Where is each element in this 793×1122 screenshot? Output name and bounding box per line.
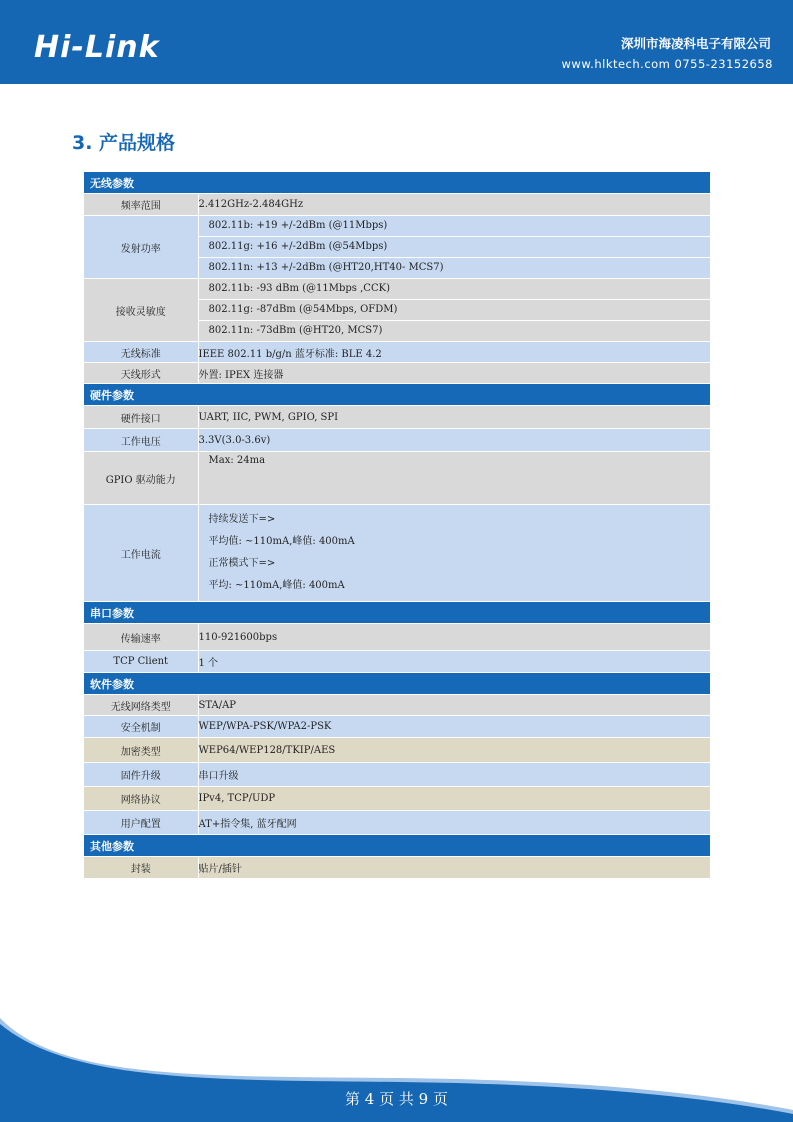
category-row-other: [84, 835, 710, 857]
hi-link-logo: Hi-Link: [34, 30, 160, 65]
row-value: [198, 452, 710, 505]
spec-table: [84, 172, 711, 879]
section-title: 3. 产品规格: [72, 132, 176, 154]
table-row: [84, 811, 710, 835]
value-line: 802.11n: +13 +/-2dBm (@HT20,HT40- MCS7): [199, 257, 710, 278]
row-value: STA/AP: [198, 695, 710, 716]
table-row: [84, 505, 710, 602]
row-value: WEP64/WEP128/TKIP/AES: [198, 738, 710, 763]
value-line: Max: 24ma: [208, 455, 266, 466]
row-value: 贴片/插针: [198, 857, 710, 879]
category-title: 硬件参数: [84, 384, 710, 406]
table-row: [84, 279, 710, 342]
row-label: 无线网络类型: [84, 695, 198, 716]
value-line: 802.11g: +16 +/-2dBm (@54Mbps): [199, 236, 710, 257]
row-value: [198, 505, 710, 602]
row-label: 工作电压: [84, 429, 198, 452]
row-label: 固件升级: [84, 763, 198, 787]
table-row: [84, 624, 710, 651]
row-value: [198, 279, 710, 342]
row-value: WEP/WPA-PSK/WPA2-PSK: [198, 716, 710, 738]
company-contact: www.hlktech.com 0755-23152658: [561, 57, 773, 71]
table-row: [84, 342, 710, 363]
row-label: 工作电流: [84, 505, 198, 602]
table-row: [84, 695, 710, 716]
table-row: [84, 857, 710, 879]
category-title: 其他参数: [84, 835, 710, 857]
category-row-hardware: [84, 384, 710, 406]
table-row: [84, 452, 710, 505]
table-row: [84, 406, 710, 429]
table-row: [84, 363, 710, 384]
row-label: 频率范围: [84, 194, 198, 216]
row-label: GPIO 驱动能力: [84, 452, 198, 505]
row-value: 2.412GHz-2.484GHz: [198, 194, 710, 216]
row-value: 串口升级: [198, 763, 710, 787]
category-row-serial: [84, 602, 710, 624]
value-line: 802.11b: -93 dBm (@11Mbps ,CCK): [208, 283, 390, 294]
table-row: [84, 429, 710, 452]
table-row: [84, 216, 710, 279]
row-value: 110-921600bps: [198, 624, 710, 651]
category-row-software: [84, 673, 710, 695]
row-label: 网络协议: [84, 787, 198, 811]
table-row: [84, 651, 710, 673]
row-value: 1 个: [198, 651, 710, 673]
category-title: 无线参数: [84, 172, 710, 194]
row-label: 用户配置: [84, 811, 198, 835]
row-label: 安全机制: [84, 716, 198, 738]
row-label: TCP Client: [84, 651, 198, 673]
table-row: [84, 763, 710, 787]
row-value: UART, IIC, PWM, GPIO, SPI: [198, 406, 710, 429]
row-label: 传输速率: [84, 624, 198, 651]
company-name: 深圳市海凌科电子有限公司: [620, 36, 771, 51]
category-row-wireless: [84, 172, 710, 194]
row-label: 加密类型: [84, 738, 198, 763]
row-value: 外置: IPEX 连接器: [198, 363, 710, 384]
value-line: 平均: ~110mA,峰值: 400mA: [208, 580, 345, 591]
page-number: 第 4 页 共 9 页: [345, 1090, 448, 1108]
table-row: [84, 738, 710, 763]
category-title: 串口参数: [84, 602, 710, 624]
category-title: 软件参数: [84, 673, 710, 695]
row-label: 无线标准: [84, 342, 198, 363]
row-value: IEEE 802.11 b/g/n 蓝牙标准: BLE 4.2: [198, 342, 710, 363]
row-value: AT+指令集, 蓝牙配网: [198, 811, 710, 835]
table-row: [84, 716, 710, 738]
value-line: 802.11b: +19 +/-2dBm (@11Mbps): [208, 220, 388, 231]
row-label: 接收灵敏度: [84, 279, 198, 342]
row-value: [198, 216, 710, 279]
table-row: [84, 194, 710, 216]
row-label: 封装: [84, 857, 198, 879]
value-line: 正常模式下=>: [208, 558, 276, 569]
row-label: 天线形式: [84, 363, 198, 384]
table-row: [84, 787, 710, 811]
row-value: 3.3V(3.0-3.6v): [198, 429, 710, 452]
value-line: 持续发送下=>: [208, 514, 276, 525]
value-line: 802.11n: -73dBm (@HT20, MCS7): [199, 320, 710, 341]
row-value: IPv4, TCP/UDP: [198, 787, 710, 811]
page-header: [0, 0, 793, 84]
value-line: 802.11g: -87dBm (@54Mbps, OFDM): [199, 299, 710, 320]
value-line: 平均值: ~110mA,峰值: 400mA: [208, 536, 355, 547]
row-label: 硬件接口: [84, 406, 198, 429]
row-label: 发射功率: [84, 216, 198, 279]
